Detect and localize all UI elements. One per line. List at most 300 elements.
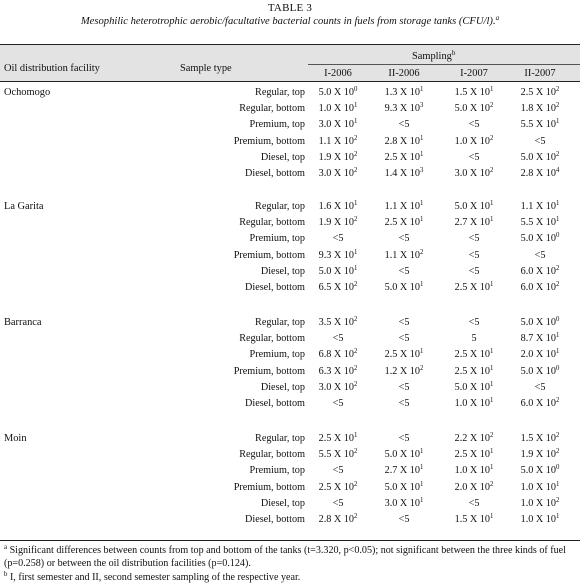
sample-type-cell: Regular, bottom — [239, 217, 305, 229]
count-value: <5 — [468, 151, 480, 163]
header-bottom-rule — [0, 81, 580, 82]
count-value: 2.5 X 10 — [384, 349, 420, 361]
count-value: <5 — [398, 433, 410, 444]
count-value: <5 — [468, 249, 480, 261]
sample-type-cell: Regular, bottom — [239, 333, 305, 345]
count-exponent: 2 — [555, 496, 560, 504]
table-caption — [0, 15, 580, 29]
count-cell — [439, 332, 509, 346]
count-exponent: 2 — [353, 167, 358, 174]
count-exponent: 1 — [489, 200, 494, 207]
sample-type-cell: Premium, top — [249, 349, 305, 361]
count-cell — [303, 232, 373, 246]
count-cell — [505, 348, 575, 362]
count-cell — [303, 316, 373, 330]
count-value: 1.6 X 10 — [318, 201, 354, 212]
count-cell — [439, 216, 509, 230]
count-cell — [369, 86, 439, 100]
count-value: 5.0 X 10 — [384, 282, 420, 293]
count-exponent: 1 — [489, 216, 494, 224]
count-exponent: 0 — [555, 464, 560, 472]
count-value: <5 — [534, 135, 546, 147]
count-cell — [369, 448, 439, 462]
count-exponent: 1 — [489, 464, 494, 472]
sample-type-cell: Diesel, bottom — [245, 282, 305, 293]
count-value: 2.7 X 10 — [384, 465, 420, 477]
count-value: 2.5 X 10 — [454, 365, 490, 377]
count-exponent: 1 — [555, 332, 560, 340]
sampling-rule — [308, 64, 580, 65]
footnote-b — [4, 571, 578, 584]
count-value: 5.0 X 10 — [520, 151, 556, 163]
count-cell — [505, 316, 575, 330]
count-value: 1.9 X 10 — [520, 449, 556, 461]
count-cell — [505, 151, 575, 165]
count-cell — [369, 249, 439, 263]
header-sample-type: Sample type — [180, 63, 232, 74]
sample-type-cell: Diesel, bottom — [245, 168, 305, 179]
count-cell — [369, 316, 439, 330]
header-sampling — [412, 50, 455, 63]
count-cell — [369, 167, 439, 181]
count-cell — [505, 365, 575, 379]
count-value: 6.5 X 10 — [318, 282, 354, 293]
count-exponent: 1 — [353, 200, 358, 207]
count-cell — [439, 265, 509, 279]
count-cell — [369, 513, 439, 527]
count-exponent: 1 — [419, 480, 424, 488]
count-value: 5.0 X 10 — [454, 201, 490, 212]
count-value: 1.5 X 10 — [520, 433, 556, 444]
count-cell — [303, 464, 373, 478]
count-value: <5 — [468, 233, 480, 245]
count-value: 1.1 X 10 — [520, 201, 556, 212]
count-cell — [303, 151, 373, 165]
count-cell — [439, 432, 509, 446]
count-exponent: 2 — [555, 281, 560, 288]
count-exponent: 2 — [353, 150, 358, 158]
sample-type-cell: Diesel, top — [260, 381, 305, 393]
sampling-footnote-mark: b — [451, 49, 456, 57]
count-value: 2.2 X 10 — [454, 433, 490, 444]
count-exponent: 2 — [353, 448, 358, 456]
sample-type-cell: Premium, bottom — [233, 249, 305, 261]
count-cell — [303, 118, 373, 132]
count-exponent: 1 — [555, 348, 560, 356]
count-exponent: 2 — [555, 150, 560, 158]
facility-name: Ochomogo — [4, 87, 51, 98]
count-cell — [439, 513, 509, 527]
sample-type-cell: Premium, top — [249, 465, 305, 477]
count-cell — [439, 135, 509, 149]
count-exponent: 2 — [419, 248, 424, 256]
count-value: 5.5 X 10 — [520, 217, 556, 229]
count-value: <5 — [398, 317, 410, 328]
count-exponent: 2 — [555, 86, 560, 93]
count-exponent: 2 — [353, 281, 358, 288]
count-value: <5 — [534, 381, 546, 393]
count-value: 1.1 X 10 — [318, 135, 354, 147]
count-value: 6.3 X 10 — [318, 365, 354, 377]
count-exponent: 1 — [353, 264, 358, 272]
count-cell — [505, 464, 575, 478]
count-exponent: 2 — [555, 432, 560, 439]
sample-type-cell: Regular, top — [255, 433, 305, 444]
count-cell — [505, 397, 575, 411]
count-value: 2.5 X 10 — [454, 282, 490, 293]
count-exponent: 1 — [353, 118, 358, 126]
facility-name: Moin — [4, 433, 27, 444]
count-cell — [505, 481, 575, 495]
count-cell — [505, 200, 575, 214]
count-cell — [505, 281, 575, 295]
count-exponent: 2 — [555, 102, 560, 110]
count-value: 1.8 X 10 — [520, 103, 556, 115]
count-cell — [505, 232, 575, 246]
count-exponent: 0 — [555, 364, 560, 372]
count-exponent: 1 — [353, 102, 358, 110]
count-exponent: 1 — [489, 364, 494, 372]
count-cell — [505, 216, 575, 230]
count-value: 1.0 X 10 — [454, 135, 490, 147]
caption-footnote-mark: a — [495, 14, 500, 22]
count-exponent: 1 — [419, 86, 424, 93]
count-value: 5.0 X 10 — [454, 381, 490, 393]
count-exponent: 1 — [419, 134, 424, 142]
count-value: 1.0 X 10 — [520, 497, 556, 509]
count-value: 6.0 X 10 — [520, 265, 556, 277]
count-exponent: 1 — [419, 216, 424, 224]
count-cell — [505, 448, 575, 462]
count-exponent: 1 — [555, 216, 560, 224]
count-value: <5 — [398, 233, 410, 245]
count-cell — [439, 249, 509, 263]
count-cell — [439, 464, 509, 478]
count-value: <5 — [398, 265, 410, 277]
sample-type-cell: Regular, top — [255, 87, 305, 98]
footnote-a-text: Significant differences between counts from top and bottom of the tanks (t=3.320, p<0.05); not significant between the three kinds of fuel (p=0.258) or between the oil distribution facilities (p=0.124). — [4, 545, 566, 569]
count-value: 1.1 X 10 — [384, 249, 420, 261]
count-cell — [439, 102, 509, 116]
count-cell — [369, 348, 439, 362]
header-period-ii-2007: II-2007 — [524, 68, 556, 79]
footnote-a — [4, 544, 578, 570]
count-value: 1.0 X 10 — [318, 103, 354, 115]
count-exponent: 1 — [419, 150, 424, 158]
count-cell — [439, 200, 509, 214]
count-exponent: 3 — [419, 167, 424, 174]
header-period-ii-2006: II-2006 — [388, 68, 420, 79]
count-value: <5 — [332, 398, 344, 409]
footnote-b-text: I, first semester and II, second semester sampling of the respective year. — [9, 572, 301, 583]
count-value: <5 — [468, 497, 480, 509]
count-exponent: 1 — [419, 200, 424, 207]
count-cell — [439, 232, 509, 246]
count-exponent: 1 — [555, 200, 560, 207]
count-value: <5 — [398, 398, 410, 409]
count-cell — [369, 281, 439, 295]
count-exponent: 2 — [353, 348, 358, 356]
sample-type-cell: Regular, bottom — [239, 449, 305, 461]
count-cell — [505, 135, 575, 149]
count-exponent: 2 — [489, 102, 494, 110]
count-cell — [369, 200, 439, 214]
count-cell — [369, 118, 439, 132]
count-cell — [369, 332, 439, 346]
count-value: 1.2 X 10 — [384, 365, 420, 377]
count-exponent: 1 — [555, 513, 560, 520]
count-cell — [439, 86, 509, 100]
count-value: 2.5 X 10 — [520, 87, 556, 98]
count-exponent: 1 — [489, 380, 494, 388]
count-exponent: 2 — [353, 316, 358, 323]
sample-type-cell: Diesel, bottom — [245, 514, 305, 525]
count-exponent: 2 — [419, 364, 424, 372]
count-value: 8.7 X 10 — [520, 333, 556, 345]
count-exponent: 0 — [555, 232, 560, 240]
count-value: 6.0 X 10 — [520, 282, 556, 293]
count-exponent: 1 — [489, 86, 494, 93]
count-exponent: 2 — [489, 480, 494, 488]
count-value: 3.0 X 10 — [318, 381, 354, 393]
count-cell — [505, 167, 575, 181]
count-value: 3.0 X 10 — [318, 168, 354, 179]
count-cell — [303, 102, 373, 116]
count-cell — [303, 332, 373, 346]
count-exponent: 1 — [489, 513, 494, 520]
count-exponent: 1 — [555, 480, 560, 488]
count-cell — [505, 102, 575, 116]
count-cell — [369, 265, 439, 279]
count-value: 3.0 X 10 — [384, 497, 420, 509]
count-value: 1.4 X 10 — [384, 168, 420, 179]
count-exponent: 2 — [353, 480, 358, 488]
count-exponent: 2 — [555, 448, 560, 456]
header-facility: Oil distribution facility — [4, 63, 100, 74]
count-cell — [439, 348, 509, 362]
count-cell — [369, 464, 439, 478]
count-cell — [303, 265, 373, 279]
count-value: 1.1 X 10 — [384, 201, 420, 212]
count-cell — [439, 151, 509, 165]
count-value: 9.3 X 10 — [384, 103, 420, 115]
count-value: 2.7 X 10 — [454, 217, 490, 229]
count-exponent: 1 — [489, 281, 494, 288]
count-value: <5 — [332, 233, 344, 245]
count-value: 2.5 X 10 — [384, 151, 420, 163]
count-cell — [439, 448, 509, 462]
count-exponent: 1 — [419, 448, 424, 456]
facility-name: La Garita — [4, 201, 44, 212]
count-cell — [303, 432, 373, 446]
count-value: 2.0 X 10 — [520, 349, 556, 361]
count-value: <5 — [332, 497, 344, 509]
count-cell — [303, 86, 373, 100]
count-value: 2.8 X 10 — [384, 135, 420, 147]
count-exponent: 1 — [419, 348, 424, 356]
count-cell — [303, 281, 373, 295]
count-value: 1.9 X 10 — [318, 151, 354, 163]
count-exponent: 1 — [489, 348, 494, 356]
count-exponent: 1 — [419, 281, 424, 288]
count-cell — [439, 497, 509, 511]
sample-type-cell: Premium, bottom — [233, 481, 305, 493]
sample-type-cell: Premium, bottom — [233, 365, 305, 377]
count-value: 2.5 X 10 — [454, 349, 490, 361]
count-value: <5 — [534, 249, 546, 261]
count-cell — [369, 102, 439, 116]
count-cell — [369, 232, 439, 246]
count-value: 2.0 X 10 — [454, 481, 490, 493]
count-cell — [369, 497, 439, 511]
count-cell — [369, 216, 439, 230]
count-cell — [303, 135, 373, 149]
count-value: <5 — [398, 333, 410, 345]
sample-type-cell: Diesel, top — [260, 265, 305, 277]
count-value: <5 — [398, 119, 410, 131]
count-value: <5 — [468, 119, 480, 131]
count-exponent: 2 — [353, 134, 358, 142]
count-value: <5 — [332, 333, 344, 345]
count-exponent: 1 — [489, 397, 494, 404]
count-cell — [303, 249, 373, 263]
count-cell — [505, 432, 575, 446]
count-value: 5.0 X 10 — [520, 317, 556, 328]
count-value: 3.0 X 10 — [318, 119, 354, 131]
header-sampling-label: Sampling — [412, 51, 452, 62]
count-cell — [505, 381, 575, 395]
count-cell — [303, 381, 373, 395]
count-cell — [303, 216, 373, 230]
count-exponent: 2 — [489, 134, 494, 142]
count-cell — [369, 151, 439, 165]
count-cell — [303, 200, 373, 214]
count-cell — [303, 397, 373, 411]
header-period-i-2007: I-2007 — [460, 68, 488, 79]
count-cell — [439, 167, 509, 181]
count-exponent: 2 — [353, 380, 358, 388]
count-value: 1.0 X 10 — [520, 481, 556, 493]
header-period-i-2006: I-2006 — [324, 68, 352, 79]
count-cell — [303, 481, 373, 495]
top-rule — [0, 44, 580, 45]
count-value: 5.0 X 10 — [520, 465, 556, 477]
count-exponent: 4 — [555, 167, 560, 174]
count-cell — [505, 497, 575, 511]
count-cell — [505, 118, 575, 132]
facility-name: Barranca — [4, 317, 42, 328]
count-value: 2.5 X 10 — [384, 217, 420, 229]
count-value: 5.0 X 10 — [318, 265, 354, 277]
count-cell — [439, 316, 509, 330]
count-value: <5 — [468, 265, 480, 277]
count-value: 2.5 X 10 — [454, 449, 490, 461]
sample-type-cell: Diesel, top — [260, 497, 305, 509]
count-value: 1.0 X 10 — [454, 398, 490, 409]
sample-type-cell: Regular, top — [255, 201, 305, 212]
count-cell — [439, 381, 509, 395]
count-value: 1.0 X 10 — [520, 514, 556, 525]
sample-type-cell: Diesel, top — [260, 151, 305, 163]
count-value: 6.0 X 10 — [520, 398, 556, 409]
footnote-a-mark: a — [4, 544, 8, 551]
count-exponent: 2 — [489, 167, 494, 174]
count-exponent: 2 — [555, 264, 560, 272]
sample-type-cell: Regular, bottom — [239, 103, 305, 115]
count-exponent: 0 — [555, 316, 560, 323]
count-value: 5.5 X 10 — [520, 119, 556, 131]
count-value: 1.3 X 10 — [384, 87, 420, 98]
count-cell — [369, 432, 439, 446]
count-exponent: 0 — [353, 86, 358, 93]
count-value: <5 — [332, 465, 344, 477]
table-caption-text: Mesophilic heterotrophic aerobic/facultative bacterial counts in fuels from storage tanks (CFU/l). — [80, 16, 496, 27]
count-cell — [439, 281, 509, 295]
bottom-rule — [0, 540, 580, 541]
count-cell — [303, 365, 373, 379]
count-value: <5 — [398, 381, 410, 393]
count-cell — [505, 513, 575, 527]
count-cell — [303, 497, 373, 511]
count-exponent: 1 — [353, 432, 358, 439]
count-value: 5.5 X 10 — [318, 449, 354, 461]
count-value: 5.0 X 10 — [520, 233, 556, 245]
count-value: 1.0 X 10 — [454, 465, 490, 477]
footnote-b-mark: b — [4, 571, 8, 578]
count-cell — [303, 348, 373, 362]
sample-type-cell: Premium, top — [249, 233, 305, 245]
sample-type-cell: Premium, top — [249, 119, 305, 131]
count-value: 5.0 X 10 — [318, 87, 354, 98]
count-value: 5.0 X 10 — [384, 449, 420, 461]
count-value: <5 — [398, 514, 410, 525]
count-cell — [439, 397, 509, 411]
count-value: 9.3 X 10 — [318, 249, 354, 261]
count-value: 5 — [471, 333, 477, 345]
count-value: 1.5 X 10 — [454, 87, 490, 98]
count-value: 5.0 X 10 — [520, 365, 556, 377]
count-value: 2.8 X 10 — [318, 514, 354, 525]
count-cell — [369, 365, 439, 379]
count-exponent: 2 — [489, 432, 494, 439]
sample-type-cell: Diesel, bottom — [245, 398, 305, 409]
count-value: 3.5 X 10 — [318, 317, 354, 328]
count-cell — [369, 135, 439, 149]
table-number: TABLE 3 — [267, 2, 313, 14]
count-value: 2.5 X 10 — [318, 481, 354, 493]
count-cell — [439, 481, 509, 495]
count-value: 3.0 X 10 — [454, 168, 490, 179]
count-value: 1.5 X 10 — [454, 514, 490, 525]
count-cell — [439, 365, 509, 379]
count-cell — [303, 513, 373, 527]
count-exponent: 2 — [555, 397, 560, 404]
count-cell — [505, 265, 575, 279]
count-exponent: 1 — [419, 464, 424, 472]
count-exponent: 2 — [353, 513, 358, 520]
count-value: 5.0 X 10 — [384, 481, 420, 493]
count-exponent: 1 — [489, 448, 494, 456]
sample-type-cell: Regular, top — [255, 317, 305, 328]
count-cell — [369, 397, 439, 411]
count-value: <5 — [468, 317, 480, 328]
count-exponent: 3 — [419, 102, 424, 110]
count-exponent: 1 — [353, 248, 358, 256]
count-value: 2.8 X 10 — [520, 168, 556, 179]
count-exponent: 1 — [419, 496, 424, 504]
count-exponent: 1 — [555, 118, 560, 126]
count-value: 5.0 X 10 — [454, 103, 490, 115]
